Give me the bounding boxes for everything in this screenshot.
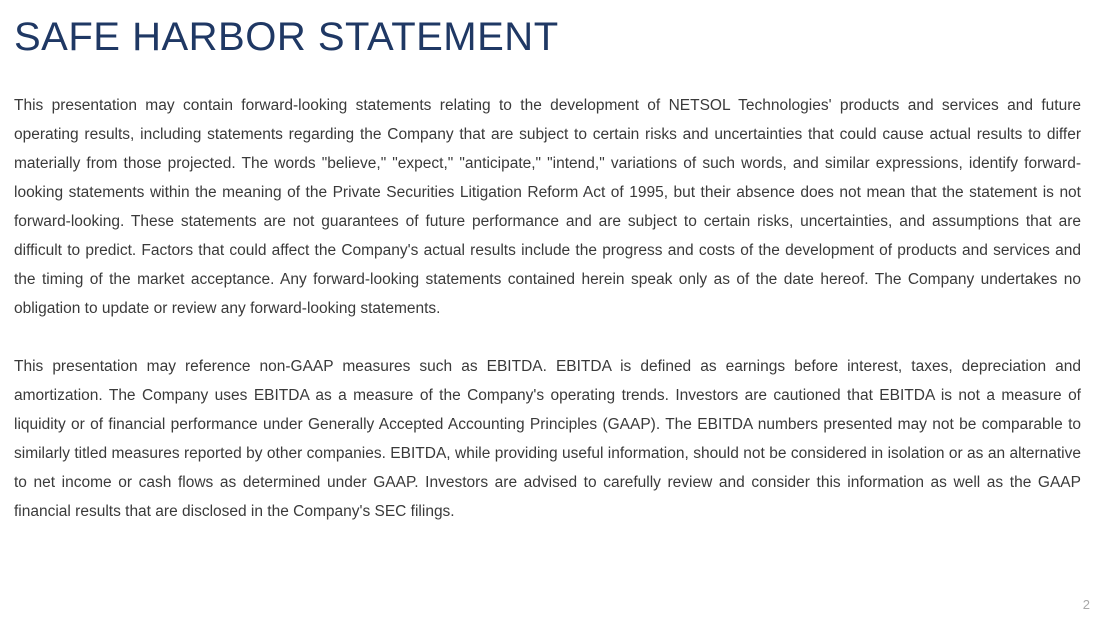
page-number: 2 bbox=[1082, 597, 1090, 612]
slide-title: SAFE HARBOR STATEMENT bbox=[14, 15, 559, 59]
forward-looking-statements-paragraph: This presentation may contain forward-looking statements relating to the development of NETSOL Technologies' products and services and future operating results, including statements regarding the Company that are subject to certain risks and uncertainties that could cause actual results to differ materially from those projected. The words "believe," "expect," "anticipate," "intend," variations of such words, and similar expressions, identify forward-looking statements within the meaning of the Private Securities Litigation Reform Act of 1995, but their absence does not mean that the statement is not forward-looking. These statements are not guarantees of future performance and are subject to certain risks, uncertainties, and assumptions that are difficult to predict. Factors that could affect the Company's actual results include the progress and costs of the development of products and services and the timing of the market acceptance. Any forward-looking statements contained herein speak only as of the date hereof. The Company undertakes no obligation to update or review any forward-looking statements. bbox=[14, 97, 1081, 317]
non-gaap-ebitda-paragraph: This presentation may reference non-GAAP measures such as EBITDA. EBITDA is defined as earnings before interest, taxes, depreciation and amortization. The Company uses EBITDA as a measure of the Company's operating trends. Investors are cautioned that EBITDA is not a measure of liquidity or of financial performance under Generally Accepted Accounting Principles (GAAP). The EBITDA numbers presented may not be comparable to similarly titled measures reported by other companies. EBITDA, while providing useful information, should not be considered in isolation or as an alternative to net income or cash flows as determined under GAAP. Investors are advised to carefully review and consider this information as well as the GAAP financial results that are disclosed in the Company's SEC filings. bbox=[14, 358, 1081, 520]
